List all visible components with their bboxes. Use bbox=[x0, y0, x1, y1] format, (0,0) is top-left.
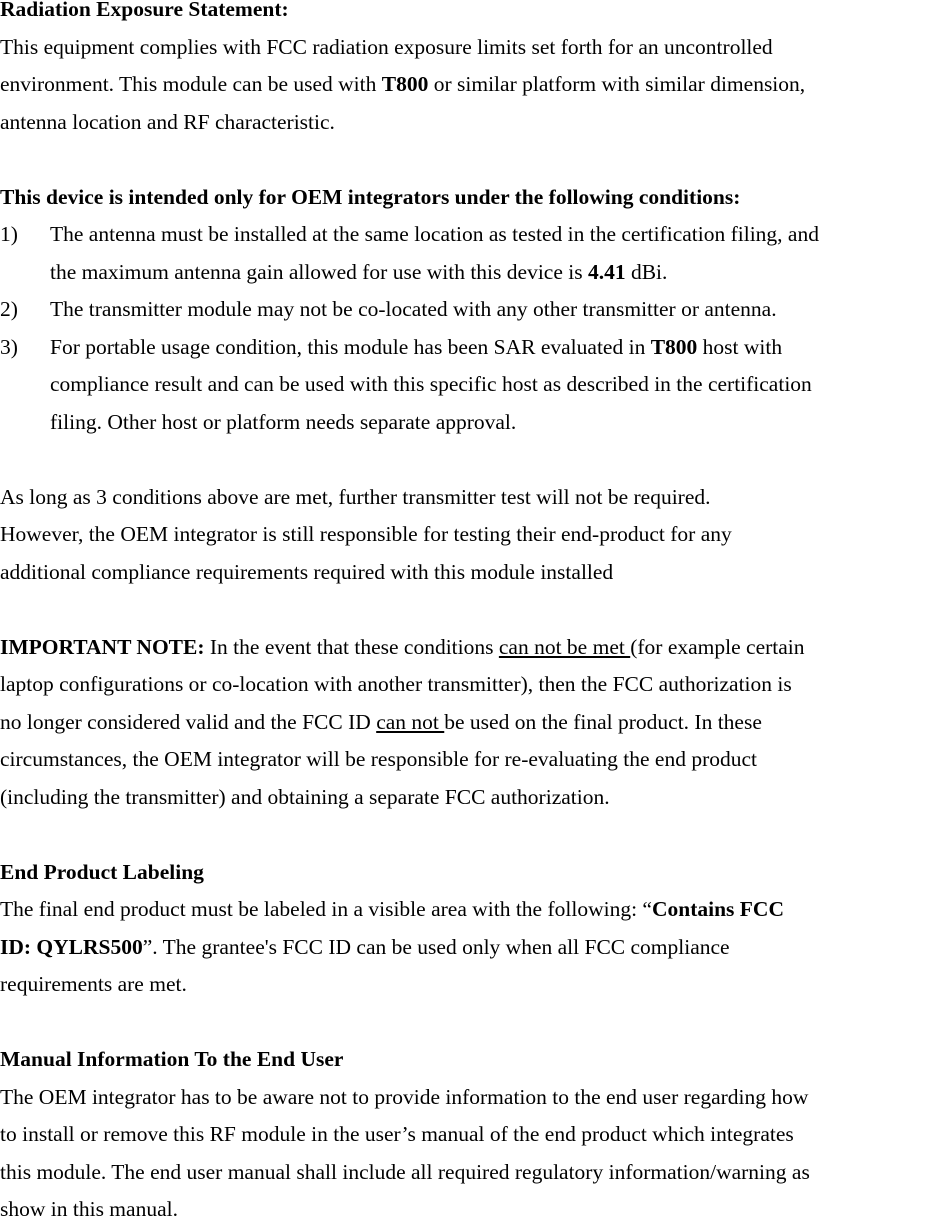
radiation-line-1: This equipment complies with FCC radiation exposure limits set forth for an uncontrolled bbox=[0, 34, 773, 59]
manual-line-1: The OEM integrator has to be aware not to provide information to the end user regarding how bbox=[0, 1084, 809, 1109]
labeling-line-1: The final end product must be labeled in a visible area with the following: “Contains FCC bbox=[0, 897, 784, 921]
condition-3-line-1: For portable usage condition, this module has been SAR evaluated in T800 host with bbox=[50, 334, 783, 359]
condition-1-line-1: The antenna must be installed at the same location as tested in the certification filing, and bbox=[50, 222, 819, 246]
manual-line-2: to install or remove this RF module in the user’s manual of the end product which integrates bbox=[0, 1122, 794, 1146]
labeling-line-3: requirements are met. bbox=[0, 972, 187, 996]
condition-item-2 bbox=[0, 291, 943, 329]
underlined-phrase: can not bbox=[376, 709, 445, 734]
list-number: 2) bbox=[0, 297, 18, 321]
radiation-exposure-section bbox=[0, 0, 943, 141]
conditions-line-3: additional compliance requirements required with this module installed bbox=[0, 559, 614, 584]
manual-heading: Manual Information To the End User bbox=[0, 1047, 344, 1071]
condition-2-line-1: The transmitter module may not be co-located with any other transmitter or antenna. bbox=[50, 297, 777, 321]
manual-line-3: this module. The end user manual shall include all required regulatory information/warning as bbox=[0, 1159, 810, 1184]
condition-3-line-2: compliance result and can be used with this specific host as described in the certification bbox=[50, 372, 812, 396]
list-number: 3) bbox=[0, 334, 18, 359]
spacer bbox=[0, 141, 943, 179]
important-line-3: no longer considered valid and the FCC ID can not be used on the final product. In these bbox=[0, 709, 762, 734]
condition-item-1 bbox=[0, 216, 943, 291]
manual-information-section bbox=[0, 1041, 943, 1229]
radiation-heading: Radiation Exposure Statement: bbox=[0, 0, 289, 21]
fcc-id-text: ID: QYLRS500 bbox=[0, 934, 143, 959]
list-number: 1) bbox=[0, 222, 18, 246]
oem-conditions-section bbox=[0, 179, 943, 442]
antenna-gain-value: 4.41 bbox=[587, 259, 626, 284]
radiation-line-3: antenna location and RF characteristic. bbox=[0, 109, 335, 134]
fcc-label-text: Contains FCC bbox=[651, 897, 784, 921]
manual-line-4: show in this manual. bbox=[0, 1197, 178, 1221]
important-note-label: IMPORTANT NOTE: bbox=[0, 634, 205, 659]
condition-3-line-3: filing. Other host or platform needs separate approval. bbox=[50, 409, 517, 434]
underlined-phrase: can not be met bbox=[498, 634, 631, 659]
condition-item-3 bbox=[0, 329, 943, 442]
spacer bbox=[0, 1004, 943, 1042]
platform-name: T800 bbox=[381, 72, 429, 96]
conditions-line-1: As long as 3 conditions above are met, further transmitter test will not be required. bbox=[0, 484, 711, 509]
spacer bbox=[0, 441, 943, 479]
conditions-line-2: However, the OEM integrator is still responsible for testing their end-product for any bbox=[0, 522, 732, 546]
important-line-5: (including the transmitter) and obtaining a separate FCC authorization. bbox=[0, 784, 610, 809]
spacer bbox=[0, 816, 943, 854]
end-product-labeling-section bbox=[0, 854, 943, 1004]
spacer bbox=[0, 591, 943, 629]
host-name: T800 bbox=[650, 334, 698, 359]
important-line-4: circumstances, the OEM integrator will be responsible for re-evaluating the end product bbox=[0, 747, 758, 771]
condition-1-line-2: the maximum antenna gain allowed for use with this device is 4.41 dBi. bbox=[50, 259, 668, 284]
labeling-line-2: ID: QYLRS500”. The grantee's FCC ID can be used only when all FCC compliance bbox=[0, 934, 730, 959]
oem-heading: This device is intended only for OEM integrators under the following conditions: bbox=[0, 184, 741, 209]
important-line-1: IMPORTANT NOTE: In the event that these conditions can not be met (for example certain bbox=[0, 634, 805, 659]
important-note-section bbox=[0, 629, 943, 817]
labeling-heading: End Product Labeling bbox=[0, 859, 204, 884]
important-line-2: laptop configurations or co-location with another transmitter), then the FCC authorization is bbox=[0, 672, 792, 696]
radiation-line-2: environment. This module can be used with T800 or similar platform with similar dimension, bbox=[0, 72, 806, 96]
conditions-paragraph bbox=[0, 479, 943, 592]
